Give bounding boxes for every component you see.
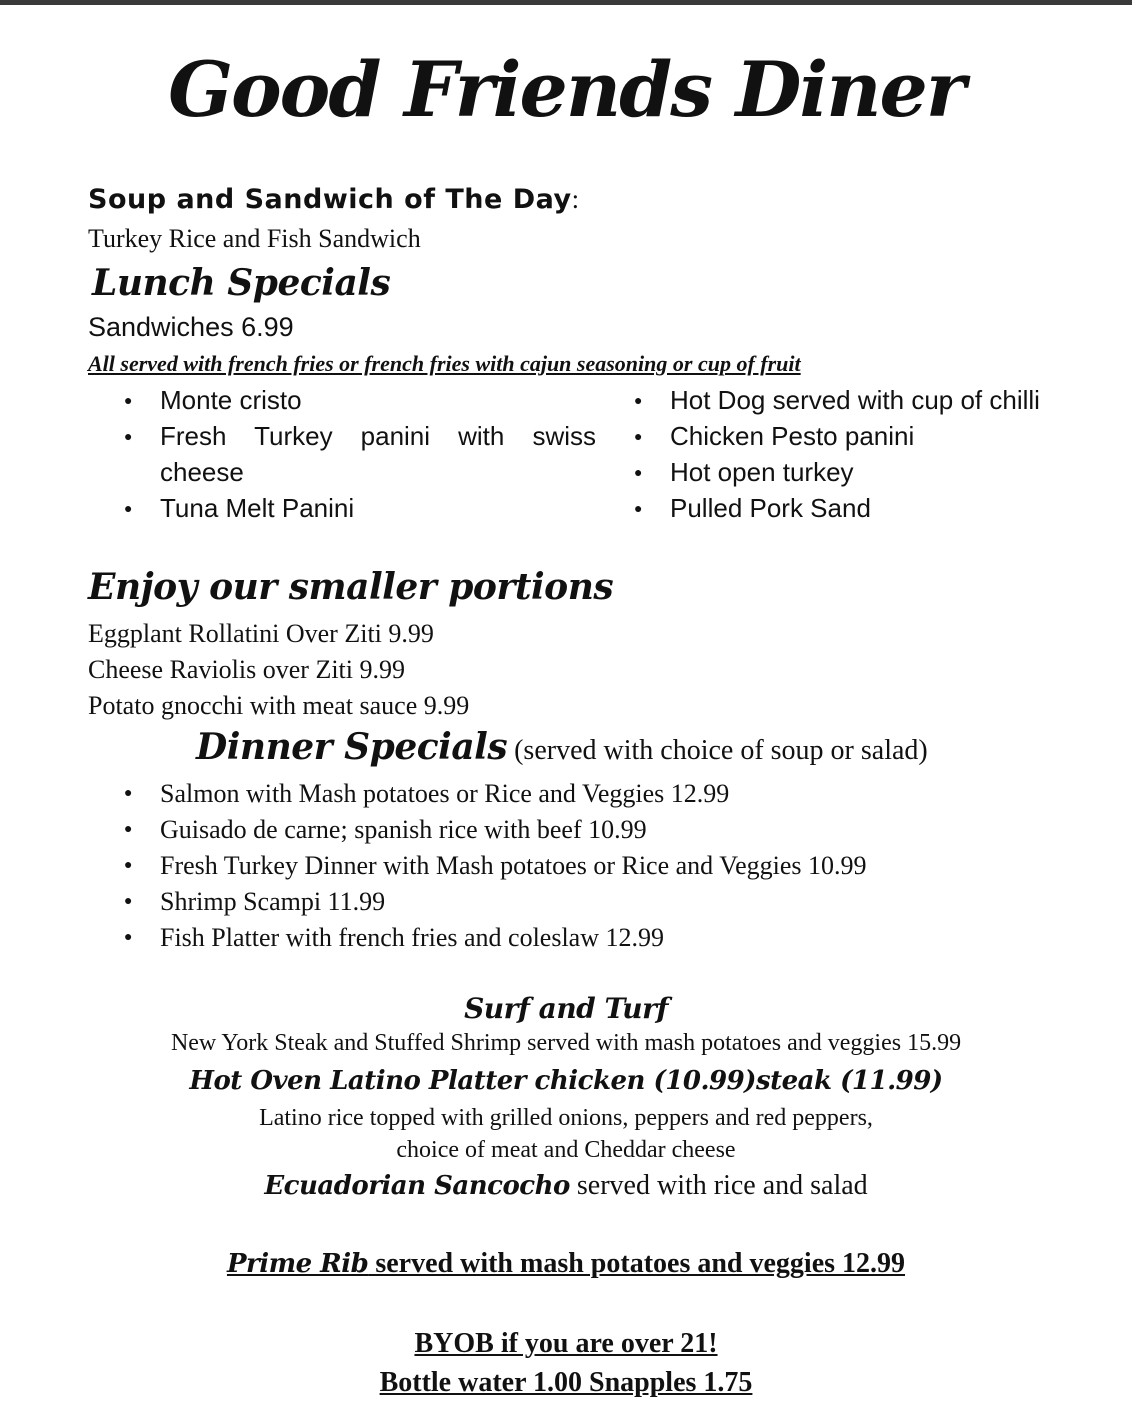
list-item: ● Fresh Turkey Dinner with Mash potatoes or Rice and Veggies 10.99 (88, 848, 1088, 884)
list-item: Eggplant Rollatini Over Ziti 9.99 (88, 619, 434, 648)
menu-title: Good Friends Diner (168, 45, 964, 134)
list-item: Potato gnocchi with meat sauce 9.99 (88, 691, 470, 720)
list-item: ● Tuna Melt Panini (88, 490, 596, 526)
surf-turf-text: New York Steak and Stuffed Shrimp served with mash potatoes and veggies 15.99 (170, 1030, 962, 1056)
dinner-specials-list (88, 776, 1088, 956)
list-item: ● Hot open turkey (598, 454, 1132, 490)
lunch-specials-heading: Lunch Specials (92, 262, 391, 304)
surf-turf-heading: Surf and Turf (464, 992, 668, 1025)
smaller-portions-heading: Enjoy our smaller portions (88, 566, 614, 608)
top-border (0, 0, 1132, 5)
list-item: ● Salmon with Mash potatoes or Rice and Veggies 12.99 (88, 776, 1088, 812)
soup-sandwich-heading (88, 184, 580, 215)
list-item: ● Hot Dog served with cup of chilli (598, 382, 1132, 418)
latino-platter-line: Latino rice topped with grilled onions, peppers and red peppers, (259, 1105, 873, 1131)
dinner-specials-subheading: (served with choice of soup or salad) (507, 735, 928, 766)
list-item: ● Fresh Turkey panini with swiss cheese (88, 418, 596, 490)
list-item: ● Guisado de carne; spanish rice with beef 10.99 (88, 812, 1088, 848)
latino-platter-description (0, 1102, 1132, 1166)
sancocho-text: served with rice and salad (569, 1170, 868, 1201)
latino-platter-line: choice of meat and Cheddar cheese (396, 1137, 736, 1163)
latino-platter-heading: Hot Oven Latino Platter chicken (10.99)steak (11.99) (189, 1066, 943, 1096)
prime-rib-line (0, 1248, 1132, 1280)
smaller-portions-list (88, 616, 469, 724)
sandwich-price: Sandwiches 6.99 (88, 312, 294, 342)
sancocho-line (0, 1170, 1132, 1202)
dinner-specials-header (196, 726, 928, 768)
list-item: ● Pulled Pork Sand (598, 490, 1132, 526)
prime-rib-name: Prime Rib (226, 1249, 369, 1279)
list-item: ● Monte cristo (88, 382, 596, 418)
drinks-prices: Bottle water 1.00 Snapples 1.75 (379, 1367, 753, 1398)
list-item: ● Fish Platter with french fries and coleslaw 12.99 (88, 920, 1088, 956)
list-item: Cheese Raviolis over Ziti 9.99 (88, 655, 406, 684)
sides-note: All served with french fries or french fries with cajun seasoning or cup of fruit (88, 351, 801, 376)
lunch-list-left (88, 382, 596, 526)
soup-sandwich-heading-text: Soup and Sandwich of The Day (88, 184, 572, 215)
prime-rib-text: served with mash potatoes and veggies 12.99 (368, 1248, 906, 1279)
lunch-list-right (598, 382, 1132, 526)
sancocho-name: Ecuadorian Sancocho (264, 1171, 570, 1201)
soup-sandwich-colon: : (571, 184, 580, 214)
list-item: ● Chicken Pesto panini (598, 418, 1132, 454)
dinner-specials-heading: Dinner Specials (196, 726, 508, 768)
soup-sandwich-text: Turkey Rice and Fish Sandwich (88, 224, 421, 253)
list-item: ● Shrimp Scampi 11.99 (88, 884, 1088, 920)
byob-note: BYOB if you are over 21! (414, 1328, 718, 1359)
